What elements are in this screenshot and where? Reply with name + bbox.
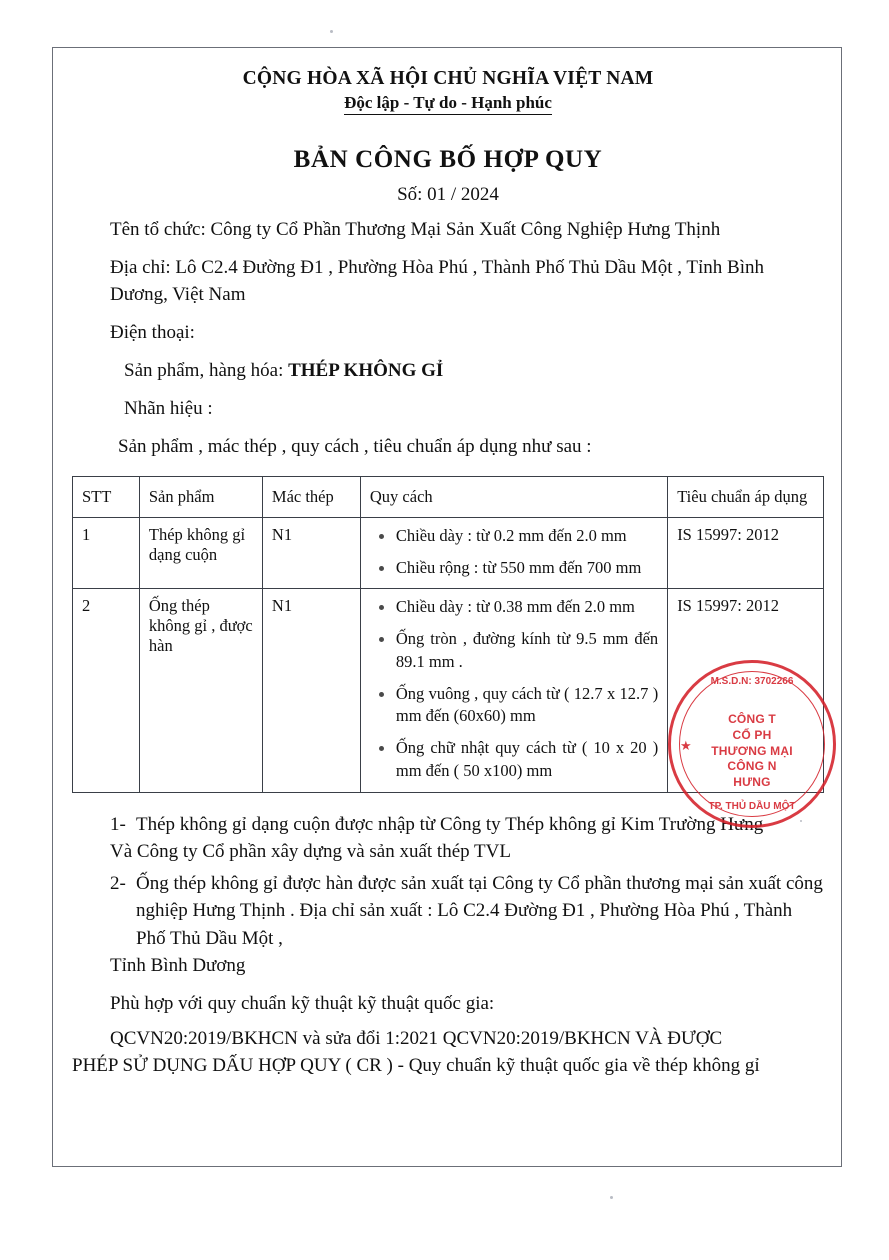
row-2-spec-item: Ống chữ nhật quy cách từ ( 10 x 20 ) mm đến ( 50 x100) mm bbox=[396, 737, 658, 783]
row-2-spec-item: Ống vuông , quy cách từ ( 12.7 x 12.7 ) mm đến (60x60) mm bbox=[396, 683, 658, 729]
organization-line: Tên tổ chức: Công ty Cổ Phần Thương Mại Sản Xuất Công Nghiệp Hưng Thịnh bbox=[110, 219, 721, 240]
note-text: Thép không gỉ dạng cuộn được nhập từ Công ty Thép không gỉ Kim Trường Hưng bbox=[136, 813, 764, 835]
brand-line: Nhãn hiệu : bbox=[124, 397, 213, 419]
conformity-section bbox=[72, 990, 824, 1080]
table-header-specs: Quy cách bbox=[360, 476, 667, 517]
scan-speck bbox=[610, 1196, 613, 1199]
note-item bbox=[72, 870, 824, 953]
row-1-product: Thép không gỉ dạng cuộn bbox=[139, 517, 262, 589]
note-continuation: Tỉnh Bình Dương bbox=[110, 955, 246, 977]
conformity-line-2: QCVN20:2019/BKHCN và sửa đổi 1:2021 QCVN20:2019/BKHCN VÀ ĐƯỢC bbox=[110, 1027, 723, 1049]
document-content bbox=[72, 62, 824, 1080]
table-row bbox=[73, 589, 824, 792]
product-label: Sản phẩm, hàng hóa: bbox=[124, 359, 284, 381]
specifications-table bbox=[72, 476, 824, 793]
row-1-standard: IS 15997: 2012 bbox=[668, 517, 824, 589]
scan-speck bbox=[330, 30, 333, 33]
note-continuation: Và Công ty Cổ phần xây dựng và sản xuất thép TVL bbox=[110, 841, 511, 863]
note-text: Ống thép không gỉ được hàn được sản xuất tại Công ty Cổ phần thương mại sản xuất công nghiệp Hưng Thịnh . Địa chỉ sản xuất : Lô C2.4 Đường Đ1 , Phường Hòa Phú , Thành Phố Thủ Dầu Một , bbox=[136, 872, 823, 949]
conformity-line-1: Phù hợp với quy chuẩn kỹ thuật kỹ thuật quốc gia: bbox=[110, 992, 495, 1014]
intro-line: Sản phẩm , mác thép , quy cách , tiêu chuẩn áp dụng như sau : bbox=[118, 435, 592, 457]
address-line: Địa chỉ: Lô C2.4 Đường Đ1 , Phường Hòa Phú , Thành Phố Thủ Dầu Một , Tỉnh Bình Dương, Việt Nam bbox=[110, 256, 764, 305]
national-heading bbox=[72, 68, 824, 206]
stamp-center-line-4: CÔNG N bbox=[727, 759, 777, 774]
row-1-spec-item: Chiều rộng : từ 550 mm đến 700 mm bbox=[396, 557, 658, 580]
row-1-specs bbox=[360, 517, 667, 589]
page-title: BẢN CÔNG BỐ HỢP QUY bbox=[293, 146, 603, 173]
row-1-stt: 1 bbox=[73, 517, 140, 589]
row-1-spec-item: Chiều dày : từ 0.2 mm đến 2.0 mm bbox=[396, 525, 658, 548]
row-2-spec-item: Chiều dày : từ 0.38 mm đến 2.0 mm bbox=[396, 596, 658, 619]
conformity-line-3: PHÉP SỬ DỤNG DẤU HỢP QUY ( CR ) - Quy chuẩn kỹ thuật quốc gia về thép không gỉ bbox=[72, 1055, 760, 1077]
stamp-center-line-5: HƯNG bbox=[733, 775, 771, 790]
notes-section bbox=[72, 811, 824, 980]
row-1-grade: N1 bbox=[262, 517, 360, 589]
row-2-standard: IS 15997: 2012 bbox=[668, 589, 824, 792]
row-2-specs bbox=[360, 589, 667, 792]
table-header-grade: Mác thép bbox=[262, 476, 360, 517]
table-header-product: Sản phẩm bbox=[139, 476, 262, 517]
table-row bbox=[73, 517, 824, 589]
stamp-center-line-3: THƯƠNG MẠI bbox=[711, 743, 793, 758]
national-heading-line-1: CỘNG HÒA XÃ HỘI CHỦ NGHĨA VIỆT NAM bbox=[242, 68, 654, 89]
stamp-center-line-2: CỔ PH bbox=[732, 727, 772, 742]
row-2-product: Ống thép không gỉ , được hàn bbox=[139, 589, 262, 792]
national-heading-line-2: Độc lập - Tự do - Hạnh phúc bbox=[344, 93, 552, 115]
row-2-stt: 2 bbox=[73, 589, 140, 792]
product-value: THÉP KHÔNG GỈ bbox=[288, 359, 444, 381]
stamp-star-icon: ★ bbox=[680, 738, 692, 753]
stamp-arc-top: M.S.D.N: 3702266 bbox=[710, 676, 794, 687]
stamp-arc-bottom: TP. THỦ DẦU MỘT bbox=[708, 801, 796, 812]
table-header-standard: Tiêu chuẩn áp dụng bbox=[668, 476, 824, 517]
document-number: Số: 01 / 2024 bbox=[397, 184, 499, 205]
note-number: 2- bbox=[110, 872, 126, 894]
product-line bbox=[72, 358, 824, 385]
stamp-center-line-1: CÔNG T bbox=[728, 712, 776, 726]
row-2-spec-item: Ống tròn , đường kính từ 9.5 mm đến 89.1 mm . bbox=[396, 628, 658, 674]
note-item bbox=[72, 811, 824, 839]
note-number: 1- bbox=[110, 813, 126, 835]
table-header-row bbox=[73, 476, 824, 517]
phone-line: Điện thoại: bbox=[110, 321, 195, 343]
row-2-grade: N1 bbox=[262, 589, 360, 792]
table-header-stt: STT bbox=[73, 476, 140, 517]
